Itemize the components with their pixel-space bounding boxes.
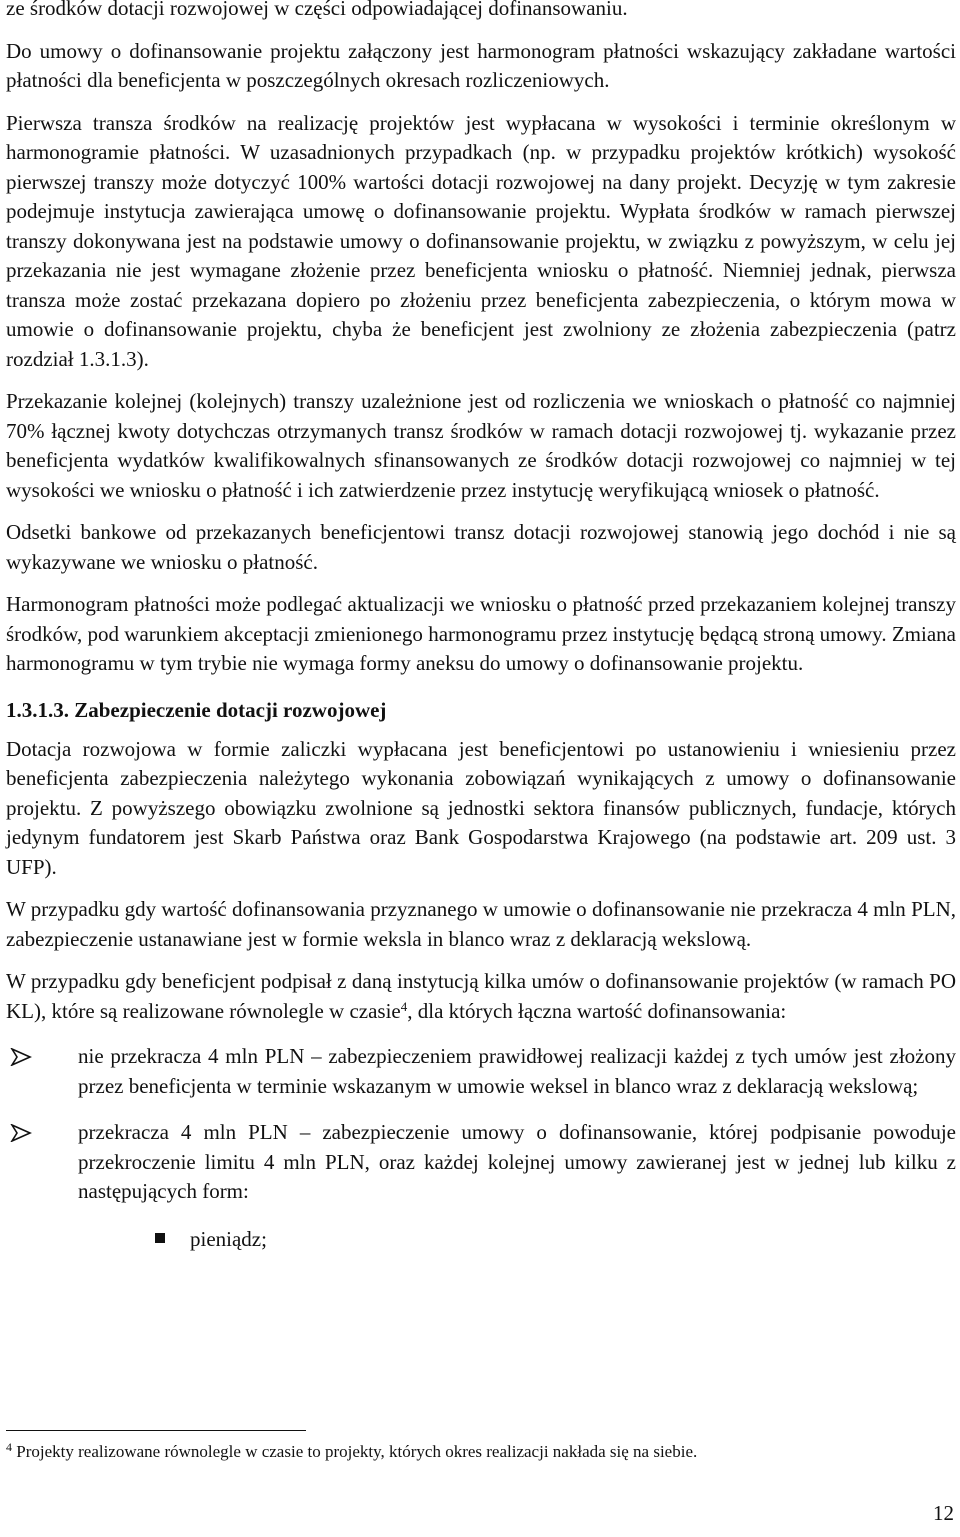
- section-heading: 1.3.1.3. Zabezpieczenie dotacji rozwojowej: [6, 697, 387, 722]
- paragraph-advance-security: Dotacja rozwojowa w formie zaliczki wypłacana jest beneficjentowi po ustanowieniu i wniesieniu przez beneficjenta zabezpieczenia należytego wykonania zobowiązań wynikających z umowy o dofinansowanie projektu. Z powyższego obowiązku zwolnione są jednostki sektora finansów publicznych, fundacje, których jedynym fundatorem jest Skarb Państwa oraz Bank Gospodarstwa Krajowego (na podstawie art. 209 ust. 3 UFP).: [6, 736, 956, 879]
- paragraph-first-tranche: Pierwsza transza środków na realizację projektów jest wypłacana w wysokości i terminie określonym w harmonogramie płatności. W uzasadnionych przypadkach (np. w przypadku projektów krótkich) wysokość pierwszej transzy może dotyczyć 100% wartości dotacji rozwojowej na dany projekt. Decyzję w tym zakresie podejmuje instytucja zawierająca umowę o dofinansowanie projektu. Wypłata środków w ramach pierwszej transzy dokonywana jest na podstawie umowy o dofinansowanie projektu, w związku z powyższym, w celu jej przekazania nie jest wymagane złożenie przez beneficjenta wniosku o płatność. Niemniej jednak, pierwsza transza może zostać przekazana dopiero po złożeniu przez beneficjenta zabezpieczenia, o którym mowa w umowie o dofinansowanie projektu, chyba że beneficjent jest zwolniony ze złożenia zabezpieczenia (patrz rozdział 1.3.1.3).: [6, 110, 956, 371]
- paragraph-schedule-update: Harmonogram płatności może podlegać aktualizacji we wniosku o płatność przed przekazaniem kolejnej transzy środków, pod warunkiem akceptacji zmienionego harmonogramu przez instytucję będącą stroną umowy. Zmiana harmonogramu w tym trybie nie wymaga formy aneksu do umowy o dofinansowanie projektu.: [6, 592, 956, 675]
- paragraph-multiple-contracts: [6, 967, 956, 1026]
- paragraph-text-after: , dla których łączna wartość dofinansowania:: [407, 998, 787, 1023]
- sub-bullet-list: [78, 1225, 956, 1255]
- footnote-number: 4: [6, 1440, 12, 1454]
- paragraph-blank-bill: W przypadku gdy wartość dofinansowania przyznanego w umowie o dofinansowanie nie przekracza 4 mln PLN, zabezpieczenie ustanawiane jest w formie weksla in blanco wraz z deklaracją wekslową.: [6, 897, 956, 951]
- arrowhead-bullet-icon: [10, 1124, 32, 1142]
- square-bullet-icon: [155, 1233, 165, 1243]
- footnote-text: Projekty realizowane równolegle w czasie to projekty, których okres realizacji nakłada się na siebie.: [16, 1442, 698, 1461]
- paragraph-next-tranche: Przekazanie kolejnej (kolejnych) transzy uzależnione jest od rozliczenia we wnioskach o płatność co najmniej 70% łącznej kwoty dotychczas otrzymanych transz środków w ramach dotacji rozwojowej tj. wykazanie przez beneficjenta wydatków kwalifikowalnych sfinansowanych ze środków dotacji rozwojowej co najmniej w tej wysokości we wniosku o płatność i ich zatwierdzenie przez instytucję weryfikującą wniosek o płatność.: [6, 389, 956, 502]
- list-item-text: przekracza 4 mln PLN – zabezpieczenie umowy o dofinansowanie, której podpisanie powoduje przekroczenie limitu 4 mln PLN, oraz każdej kolejnej umowy zawieranej jest w jednej lub kilku z następujących form:: [78, 1120, 956, 1203]
- list-item: [6, 1042, 956, 1101]
- footnote: [6, 1440, 946, 1464]
- sub-list-item-text: pieniądz;: [190, 1226, 267, 1251]
- footnote-divider: [6, 1430, 306, 1431]
- list-item: [6, 1118, 956, 1254]
- arrowhead-bullet-icon: [10, 1048, 32, 1066]
- page-number: 12: [933, 1501, 954, 1525]
- bullet-list: [6, 1042, 956, 1254]
- body-text: [6, 0, 956, 1254]
- sub-list-item: [78, 1225, 956, 1255]
- paragraph-continuation: ze środków dotacji rozwojowej w części odpowiadającej dofinansowaniu.: [6, 0, 628, 20]
- paragraph-text-before: W przypadku gdy beneficjent podpisał z daną instytucją kilka umów o dofinansowanie projektów (w ramach PO KL), które są realizowane równolegle w czasie: [6, 969, 956, 1023]
- footnote-reference[interactable]: 4: [400, 998, 408, 1014]
- paragraph-interest: Odsetki bankowe od przekazanych beneficjentowi transz dotacji rozwojowej stanowią jego dochód i nie są wykazywane we wniosku o płatność.: [6, 520, 956, 574]
- list-item-text: nie przekracza 4 mln PLN – zabezpieczeniem prawidłowej realizacji każdej z tych umów jest złożony przez beneficjenta w terminie wskazanym w umowie weksel in blanco wraz z deklaracją wekslową;: [78, 1044, 956, 1098]
- paragraph-harmonogram: Do umowy o dofinansowanie projektu załączony jest harmonogram płatności wskazujący zakładane wartości płatności dla beneficjenta w poszczególnych okresach rozliczeniowych.: [6, 38, 956, 92]
